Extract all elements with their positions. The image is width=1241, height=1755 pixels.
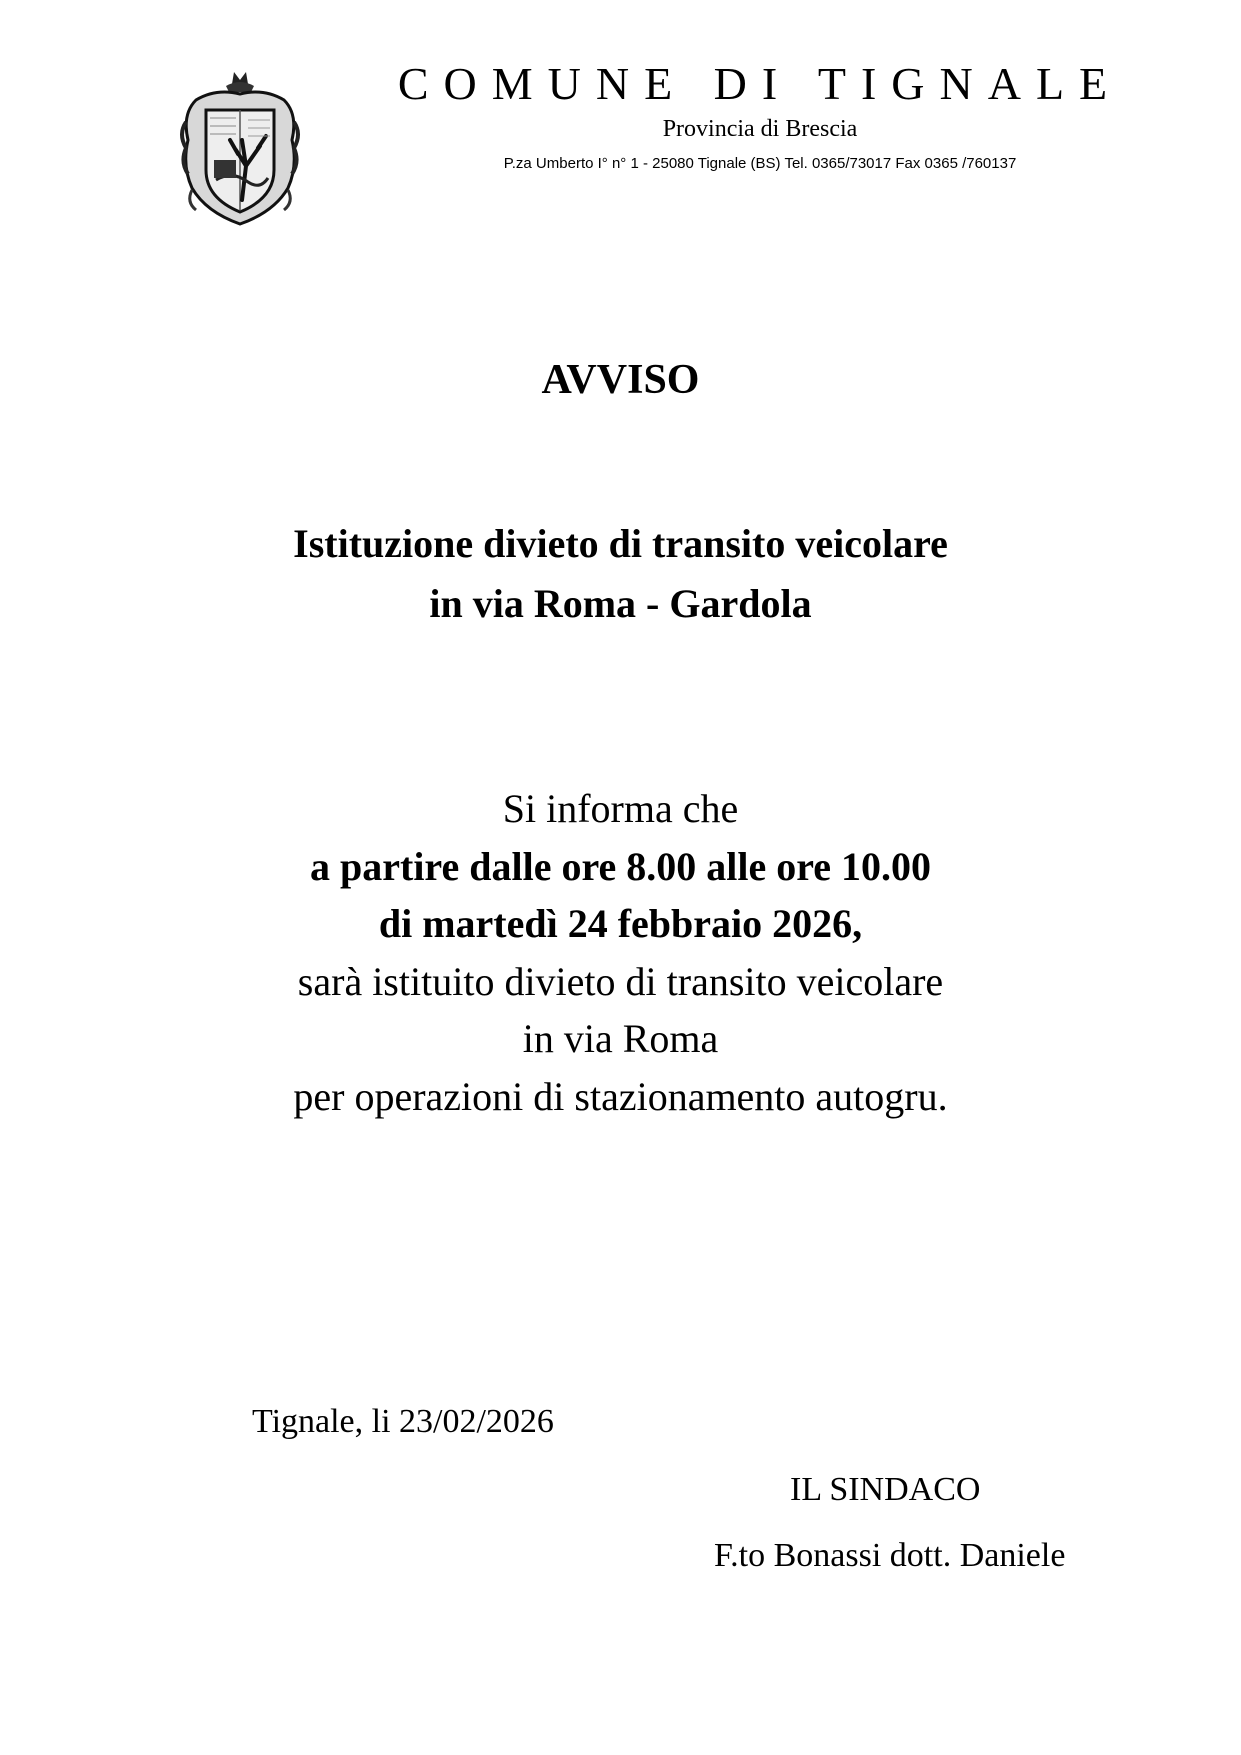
notice-heading: AVVISO bbox=[541, 357, 700, 403]
signatory-name: F.to Bonassi dott. Daniele bbox=[714, 1537, 1066, 1574]
letterhead bbox=[340, 56, 1180, 174]
subject-line: in via Roma - Gardola bbox=[429, 581, 812, 626]
signatory-title: IL SINDACO bbox=[790, 1471, 981, 1508]
body-line: Si informa che bbox=[502, 786, 739, 831]
subject-line: Istituzione divieto di transito veicolare bbox=[293, 521, 948, 566]
body-line: sarà istituito divieto di transito veicolare bbox=[297, 958, 944, 1004]
place-date: Tignale, li 23/02/2026 bbox=[252, 1403, 554, 1440]
notice-subject bbox=[0, 514, 1241, 634]
notice-body bbox=[0, 780, 1241, 1125]
municipality-title: COMUNE DI TIGNALE bbox=[397, 58, 1123, 109]
body-line: per operazioni di stazionamento autogru. bbox=[293, 1073, 948, 1119]
body-line-time: a partire dalle ore 8.00 alle ore 10.00 bbox=[310, 843, 931, 889]
municipal-crest-icon bbox=[176, 70, 304, 228]
province-line: Provincia di Brescia bbox=[662, 116, 858, 142]
address-line: P.za Umberto I° n° 1 - 25080 Tignale (BS) Tel. 0365/73017 Fax 0365 /760137 bbox=[503, 155, 1017, 172]
body-line: in via Roma bbox=[522, 1016, 719, 1061]
body-line-date: di martedì 24 febbraio 2026, bbox=[378, 901, 863, 946]
